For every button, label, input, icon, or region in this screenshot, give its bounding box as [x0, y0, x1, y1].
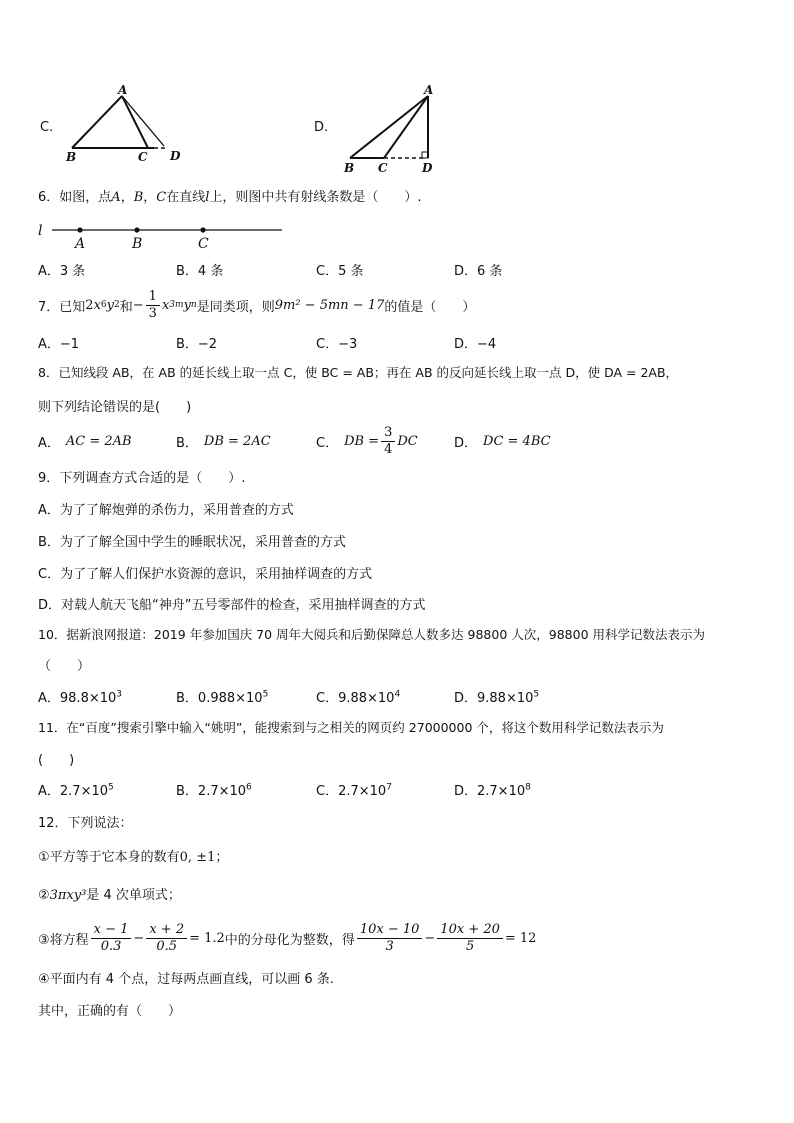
vertex-b-label: B — [66, 150, 77, 164]
vertex-c-label: C — [138, 150, 148, 164]
question-8-line-1: 8．已知线段 AB，在 AB 的延长线上取一点 C，使 BC = AB；再在 AB 的反向延长线上取一点 D，使 DA = 2AB， — [38, 365, 679, 380]
q12-statement-1: ①平方等于它本身的数有0, ±1； — [38, 850, 229, 865]
q12-statement-4: ④平面内有 4 个点，过每两点画直线，可以画 6 条. — [38, 972, 334, 987]
q9-option-b: B．为了了解全国中学生的睡眠状况，采用普查的方式 — [38, 535, 346, 550]
vertex-c-label: C — [378, 161, 388, 175]
question-11-line-2: ( ) — [38, 753, 75, 768]
line-figure-q6 — [36, 218, 296, 254]
q11-option-d: D．$2.7\times 10^8$ — [454, 782, 531, 799]
point-b-label: B — [132, 236, 143, 252]
question-10-line-2: （ ） — [38, 659, 91, 674]
q6-option-d: D．6 条 — [454, 264, 503, 279]
triangle-figure-c — [60, 82, 190, 164]
question-8-line-2: 则下列结论错误的是( ) — [38, 400, 192, 415]
fraction-one-third: $\frac{1}{3}$ — [146, 289, 160, 322]
q8-option-c: C． DB = $\frac{3}{4}$ DC — [316, 424, 418, 457]
point-c-label: C — [198, 236, 209, 252]
point-a-label: A — [75, 236, 86, 252]
q10-option-c: C．$9.88\times 10^4$ — [316, 689, 401, 706]
q6-option-a: A．3 条 — [38, 264, 86, 279]
q12-final-question: 其中，正确的有（ ） — [38, 1004, 182, 1019]
q10-option-b: B．$0.988\times 10^5$ — [176, 689, 269, 706]
question-12-stem: 12．下列说法： — [38, 816, 133, 831]
vertex-d-label: D — [422, 161, 433, 175]
q10-option-a: A．$98.8\times 10^3$ — [38, 689, 123, 706]
q11-option-a: A．$2.7\times 10^5$ — [38, 782, 114, 799]
q8-option-d: D． DC = 4BC — [454, 433, 551, 451]
q8-option-b: B． DB = 2AC — [176, 433, 271, 451]
question-9-stem: 9．下列调查方式合适的是（ ）. — [38, 471, 246, 486]
q10-option-d: D．$9.88\times 10^5$ — [454, 689, 540, 706]
q7-option-c: C．−3 — [316, 337, 358, 352]
vertex-a-label: A — [424, 83, 434, 97]
question-11-line-1: 11．在“百度”搜索引擎中输入“姚明”，能搜索到与之相关的网页约 27000000 个，将这个数用科学记数法表示为 — [38, 720, 664, 735]
q6-option-b: B．4 条 — [176, 264, 224, 279]
q6-option-c: C．5 条 — [316, 264, 364, 279]
q7-option-b: B．−2 — [176, 337, 218, 352]
q9-option-c: C．为了了解人们保护水资源的意识，采用抽样调查的方式 — [38, 567, 373, 582]
vertex-b-label: B — [344, 161, 355, 175]
q7-option-d: D．−4 — [454, 337, 497, 352]
q9-option-d: D．对载人航天飞船“神舟”五号零部件的检查，采用抽样调查的方式 — [38, 598, 426, 613]
q7-option-a: A．−1 — [38, 337, 80, 352]
question-7: 7． 已知 2 x 6 y 2 和 − $\frac{1}{3}$ x 3m y n 是同类项，则 9m² − 5mn − 17 的值是（ ） — [38, 288, 476, 321]
line-l-label: l — [38, 223, 43, 239]
q11-option-b: B．$2.7\times 10^6$ — [176, 782, 252, 799]
q12-statement-3: ③将方程 $\frac{x - 1}{0.3}$ − $\frac{x + 2}{0.5}$ = 1.2 中的分母化为整数，得 $\frac{10x - 10}{3}$ − $\frac{10x + 20}{5}$ = 12 — [38, 921, 537, 954]
question-10-line-1: 10．据新浪网报道：2019 年参加国庆 70 周年大阅兵和后勤保障总人数多达 98800 人次，98800 用科学记数法表示为 — [38, 627, 705, 642]
triangle-figure-d — [340, 82, 450, 178]
option-c-label: C. — [40, 120, 54, 135]
vertex-a-label: A — [118, 83, 128, 97]
q12-statement-2: ②3πxy³是 4 次单项式； — [38, 888, 181, 903]
option-d-label: D. — [314, 120, 329, 135]
q9-option-a: A．为了了解炮弹的杀伤力，采用普查的方式 — [38, 503, 294, 518]
q8-option-a: A． AC = 2AB — [38, 433, 132, 451]
vertex-d-label: D — [170, 149, 181, 163]
q11-option-c: C．$2.7\times 10^7$ — [316, 782, 392, 799]
question-6: 6．如图，点A，B，C在直线l上，则图中共有射线条数是（ ）. — [38, 190, 422, 205]
